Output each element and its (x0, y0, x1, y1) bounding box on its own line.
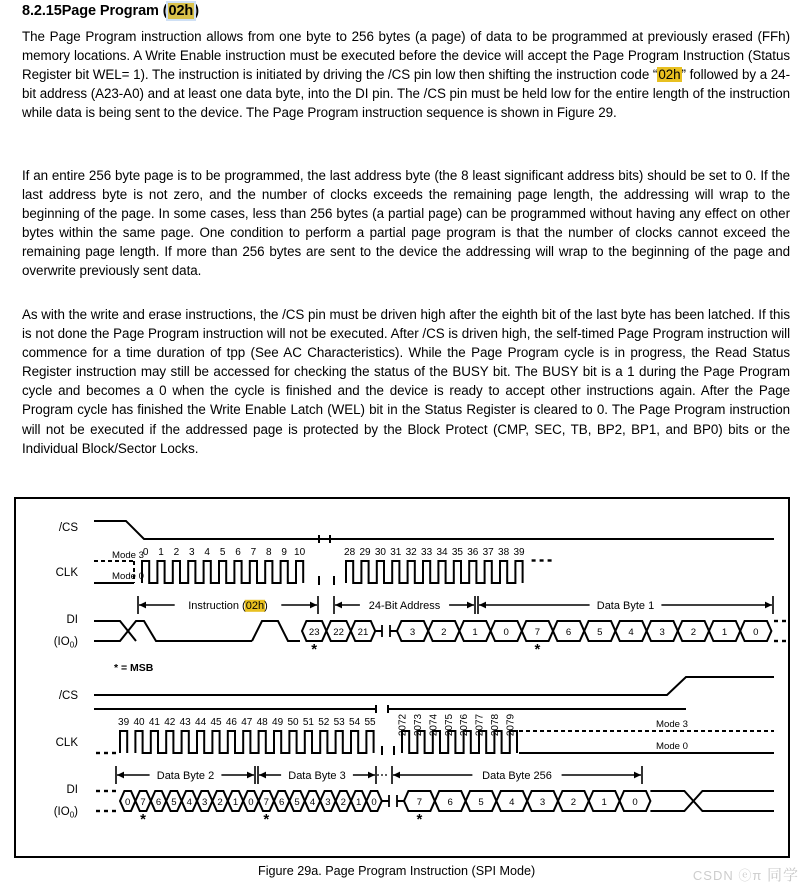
msb-legend: * = MSB (114, 662, 154, 674)
clk-number-top-31: 31 (390, 547, 402, 558)
clk-number-top-1: 1 (158, 547, 164, 558)
clk-number-bottom-45: 45 (210, 717, 222, 728)
clk-number-bottom-46: 46 (225, 717, 237, 728)
watermark-mid: ⓔπ (738, 868, 763, 883)
di-bit-top-b-value: 7 (534, 626, 541, 638)
msb-star: * (311, 641, 318, 658)
di-bit-bottom-b-value: 1 (601, 796, 607, 808)
clk-number-bottom-47: 47 (241, 717, 253, 728)
di-opcode-pulse-top (252, 621, 298, 641)
clk-waveform-top-a (142, 561, 303, 583)
clk-number-bottom-53: 53 (333, 717, 345, 728)
mode3-label-bottom: Mode 3 (656, 719, 688, 730)
timing-diagram-svg (16, 499, 788, 856)
signal-label-cs-bottom: /CS (58, 690, 78, 702)
di-bit-bottom-b-value: 6 (447, 796, 453, 808)
span-instruction-arrow-right (310, 602, 317, 609)
cs-waveform-bottom (94, 677, 774, 695)
span-data-byte-1-label: Data Byte 1 (596, 599, 655, 612)
di-bit-bottom-a-value: 2 (340, 796, 346, 808)
di-bit-bottom-b-value: 7 (416, 796, 423, 808)
clk-number-bottom-2073: 2073 (413, 713, 424, 737)
clk-number-bottom-2077: 2077 (474, 713, 486, 737)
di-bit-top-b-value: 3 (409, 626, 416, 638)
msb-star: * (534, 641, 541, 658)
span-address-arrow-left (335, 602, 342, 609)
clk-number-top-29: 29 (359, 547, 371, 558)
csdn-watermark (693, 864, 799, 885)
signal-label-io0-bottom: $(IO_0)$ (53, 806, 78, 820)
clk-number-top-34: 34 (436, 547, 448, 558)
clk-number-bottom-49: 49 (272, 717, 284, 728)
paragraph-1 (22, 27, 790, 122)
di-bit-bottom-a-value: 0 (371, 796, 377, 808)
clk-number-bottom-42: 42 (164, 717, 176, 728)
clk-number-top-33: 33 (421, 547, 433, 558)
clk-number-bottom-2076: 2076 (459, 713, 471, 737)
clk-number-top-2: 2 (173, 547, 180, 558)
clk-number-bottom-44: 44 (195, 717, 207, 728)
paragraph-2: If an entire 256 byte page is to be programmed, the last address byte (the 8 least significant address bits) should be set to 0. If the last address byte is not zero, and the number of clocks exceeds the remaining page length, the addressing will wrap to the beginning of the page. In some cases, less than 256 bytes (a partial page) can be programmed without having any effect on other bytes within the same page. One condition to perform a partial page program is that the number of clocks cannot exceed the remaining page length. If more than 256 bytes are sent to the device the addressing will wrap to the beginning of the page and overwrite previously sent data. (22, 168, 790, 279)
clk-number-bottom-40: 40 (133, 717, 145, 728)
clk-number-bottom-2078: 2078 (490, 713, 501, 737)
clk-waveform-bottom-first (120, 731, 127, 753)
msb-star: * (263, 811, 270, 828)
clk-number-bottom-2079: 2079 (505, 713, 517, 737)
di-bit-bottom-a-value: 7 (140, 796, 146, 808)
span-data-byte-256-arrow-left (393, 772, 400, 779)
timing-diagram-figure (14, 497, 790, 858)
span-data-byte-256-label: Data Byte 256 (482, 769, 552, 782)
msb-star: * (140, 811, 147, 828)
di-bit-top-b-value: 4 (628, 626, 634, 638)
di-bit-top-a-value: 23 (308, 626, 320, 638)
cs-waveform-top (94, 521, 774, 539)
di-bit-bottom-a-value: 3 (325, 796, 331, 808)
span-data-byte-256-arrow-right (634, 772, 641, 779)
span-data-byte-3-arrow-right (368, 772, 375, 779)
clk-number-top-35: 35 (451, 547, 463, 558)
section-title-text: Page Program ( (61, 3, 168, 19)
di-bit-bottom-b-value: 3 (539, 796, 546, 808)
di-bit-bottom-a-value: 3 (202, 796, 208, 808)
di-bit-bottom-a-value: 0 (248, 796, 254, 808)
di-bit-bottom-b-value: 4 (509, 796, 515, 808)
span-data-byte-3-label: Data Byte 3 (288, 769, 346, 782)
clk-number-top-8: 8 (266, 547, 272, 558)
signal-label-di-top: DI (66, 614, 78, 626)
span-address-arrow-right (467, 602, 474, 609)
clk-number-bottom-2074: 2074 (428, 713, 440, 737)
di-bit-bottom-b-value: 5 (478, 796, 484, 808)
section-number: 8.2.15 (22, 3, 62, 19)
watermark-latin: CSDN (692, 868, 734, 883)
page-title (22, 3, 199, 19)
signal-label-clk-top: CLK (55, 567, 78, 579)
clk-number-bottom-52: 52 (318, 717, 330, 728)
di-bit-bottom-a-value: 7 (263, 796, 269, 808)
span-data-byte-2-label: Data Byte 2 (156, 769, 215, 782)
di-bit-top-b-value: 0 (753, 626, 759, 638)
clk-number-bottom-50: 50 (287, 717, 299, 728)
paragraph-1-part-b: ” followed by a 24-bit address (A23-A0) and at least one data byte, into the DI pin. The /CS pin must be held low for the entire length of the instruction while data is being sent to the device. The Page Program instruction sequence is shown in Figure 29. (22, 67, 790, 121)
signal-label-cs-top: /CS (58, 522, 78, 534)
di-bit-bottom-a-value: 0 (125, 796, 131, 808)
di-bit-bottom-a-value: 2 (217, 796, 223, 808)
di-bit-top-b-value: 1 (721, 626, 728, 638)
clk-number-top-28: 28 (344, 547, 356, 558)
clk-waveform-top-b (346, 561, 523, 583)
clk-number-top-5: 5 (219, 547, 226, 558)
clk-number-bottom-2072: 2072 (397, 713, 409, 737)
clk-number-bottom-39: 39 (118, 717, 130, 728)
span-data-byte-2-arrow-right (247, 772, 254, 779)
clk-number-top-32: 32 (405, 547, 417, 558)
di-cross-top-a (94, 621, 136, 641)
di-bit-bottom-a-value: 1 (232, 796, 239, 808)
di-end-cross-a (650, 791, 774, 811)
di-end-cross-b (650, 791, 774, 811)
di-bit-bottom-a-value: 4 (309, 796, 316, 808)
opcode-inline-highlight: 02h (658, 67, 681, 83)
di-bit-bottom-a-value: 5 (171, 796, 177, 808)
di-bit-bottom-a-value: 6 (155, 796, 162, 808)
clk-number-top-6: 6 (235, 547, 241, 558)
signal-label-clk-bottom: CLK (55, 737, 78, 749)
di-bit-top-a-value: 22 (333, 626, 344, 638)
di-bit-bottom-b-value: 2 (570, 796, 577, 808)
di-bit-bottom-a-value: 4 (186, 796, 192, 808)
di-bit-bottom-a-value: 5 (294, 796, 300, 808)
di-bit-top-a-value: 21 (357, 626, 369, 638)
clk-number-top-9: 9 (281, 547, 287, 558)
opcode-highlight: 02h (168, 3, 194, 19)
clk-number-top-10: 10 (294, 547, 306, 558)
clk-number-top-39: 39 (513, 547, 525, 558)
span-data-byte-1-arrow-left (479, 602, 486, 609)
di-bit-bottom-a-value: 1 (356, 796, 362, 808)
clk-number-top-36: 36 (467, 547, 479, 558)
span-data-byte-3-arrow-left (259, 772, 266, 779)
span-instruction-label: Instruction (02h) (188, 599, 268, 612)
clk-number-top-3: 3 (189, 547, 195, 558)
clk-number-bottom-2075: 2075 (443, 713, 455, 737)
clk-number-top-37: 37 (482, 547, 494, 558)
clk-number-bottom-54: 54 (349, 717, 361, 728)
di-bit-bottom-b-value: 0 (632, 796, 638, 808)
signal-label-io0-top: $(IO_0)$ (53, 636, 78, 650)
di-cross-top-b (94, 621, 252, 641)
clk-number-top-4: 4 (204, 547, 210, 558)
msb-star: * (416, 811, 423, 828)
figure-caption: Figure 29a. Page Program Instruction (SPI Mode) (258, 864, 536, 878)
clk-number-bottom-55: 55 (364, 717, 376, 728)
span-instruction-arrow-left (139, 602, 146, 609)
clk-number-bottom-41: 41 (148, 717, 160, 728)
clk-waveform-bottom-a (135, 731, 373, 753)
clk-number-bottom-43: 43 (179, 717, 191, 728)
clk-number-bottom-48: 48 (256, 717, 268, 728)
di-bit-top-b-value: 5 (597, 626, 603, 638)
clk-number-top-0: 0 (142, 547, 149, 558)
di-bit-bottom-a-value: 6 (279, 796, 285, 808)
section-title-close: ) (194, 3, 199, 19)
di-bit-top-b-value: 2 (690, 626, 697, 638)
di-bit-top-b-value: 3 (659, 626, 665, 638)
di-bit-top-b-value: 6 (565, 626, 572, 638)
paragraph-1-part-a: The Page Program instruction allows from one byte to 256 bytes (a page) of data to be programmed at previously erased (FFh) memory locations. A Write Enable instruction must be executed before the device will accept the Page Program Instruction (Status Register bit WEL= 1). The instruction is initiated by driving the /CS pin low then shifting the instruction code “ (22, 29, 790, 83)
span-data-byte-1-arrow-right (765, 602, 772, 609)
watermark-cn: 同学 (766, 867, 799, 884)
clk-number-top-30: 30 (374, 547, 386, 558)
mode3-label-top: Mode 3 (112, 550, 144, 561)
clk-number-bottom-51: 51 (302, 717, 314, 728)
di-bit-top-b-value: 1 (472, 626, 478, 638)
span-data-byte-2-arrow-left (117, 772, 124, 779)
di-bit-top-b-value: 2 (441, 626, 447, 638)
mode0-label-top: Mode 0 (112, 571, 144, 582)
di-bit-top-b-value: 0 (503, 626, 509, 638)
span-address-label: 24-Bit Address (368, 599, 441, 612)
signal-label-di-bottom: DI (66, 784, 78, 796)
paragraph-3: As with the write and erase instructions, the /CS pin must be driven high after the eighth bit of the last byte has been latched. If this is not done the Page Program instruction will not be executed. After /CS is driven high, the self-timed Page Program instruction will commence for a time duration of tpp (See AC Characteristics). While the Page Program cycle is in progress, the Read Status Register instruction may still be accessed for checking the status of the BUSY bit. The BUSY bit is a 1 during the Page Program cycle and becomes a 0 when the cycle is finished and the device is ready to accept other instructions again. After the Page Program cycle has finished the Write Enable Latch (WEL) bit in the Status Register is cleared to 0. The Page Program instruction will not be executed if the addressed page is protected by the Block Protect (CMP, SEC, TB, BP2, BP1, and BP0) bits or the Individual Block/Sector Locks. (22, 307, 790, 456)
clk-number-top-7: 7 (250, 547, 257, 558)
mode0-label-bottom: Mode 0 (656, 741, 688, 752)
clk-number-top-38: 38 (498, 547, 510, 558)
